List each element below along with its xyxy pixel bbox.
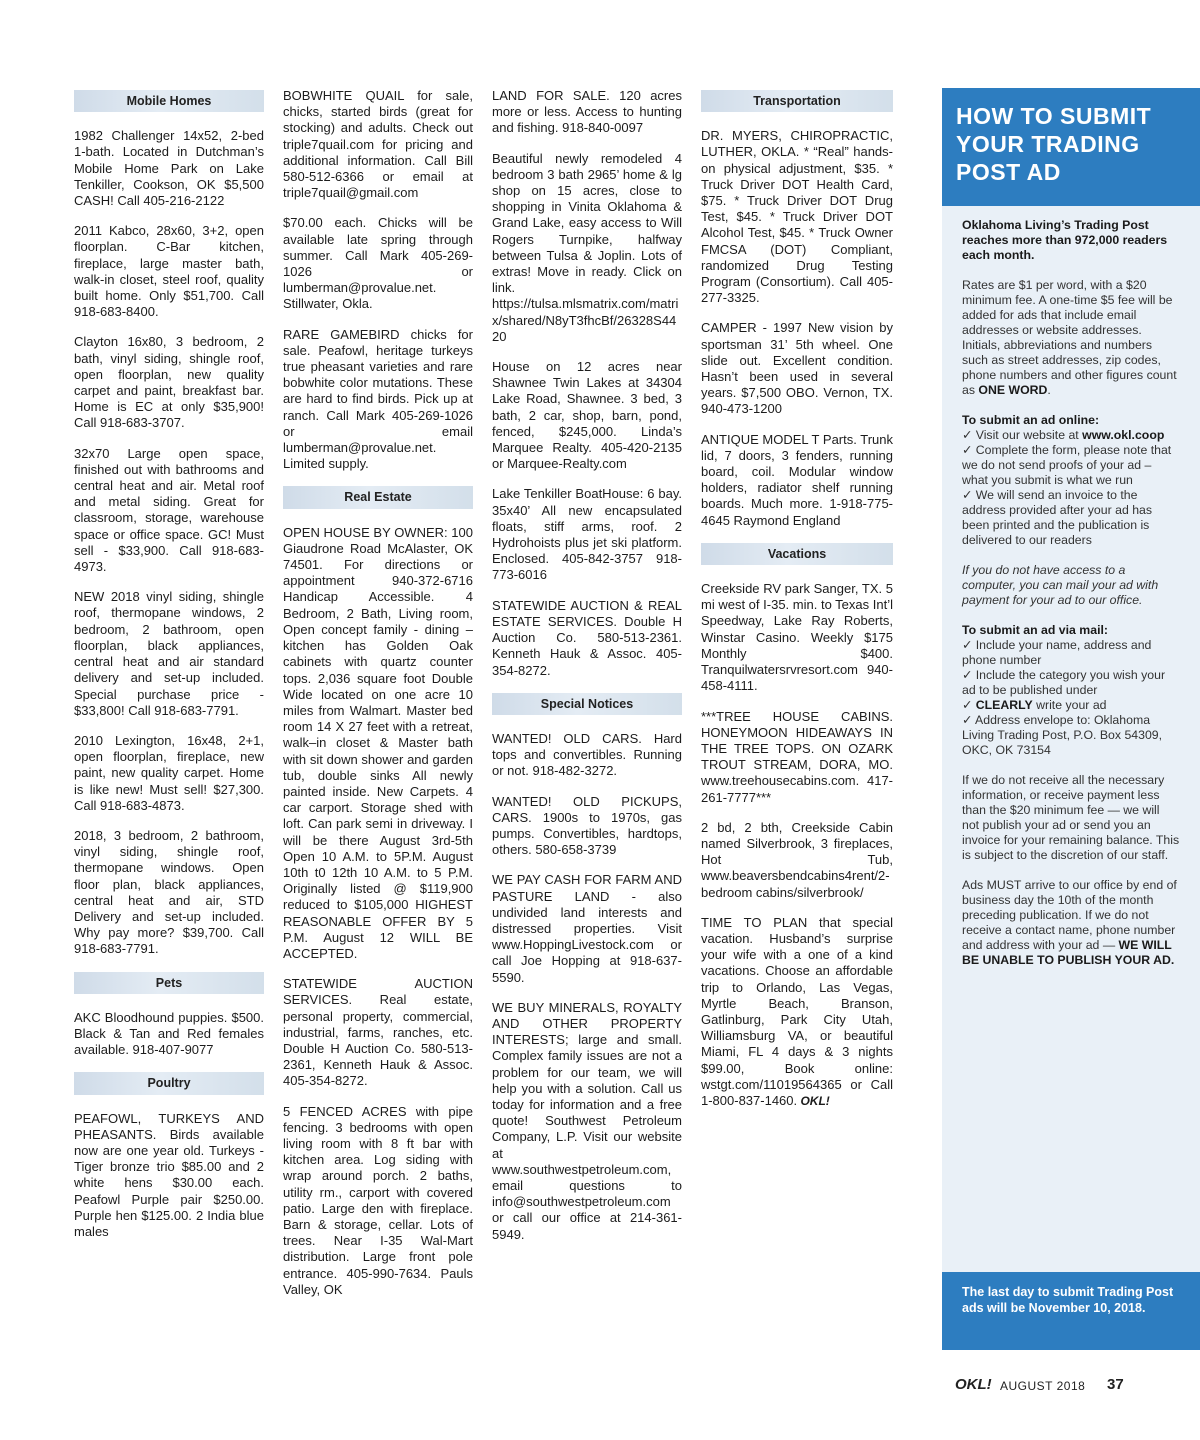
classified-ad: NEW 2018 vinyl siding, shingle roof, thermopane windows, 2 bedroom, 2 bathroom, open floorplan, black appliances, central heat and air standard delivery and set-up included. Special purchase price - $33,800! Call 918-683-7791.: [74, 589, 264, 718]
classified-ad: Lake Tenkiller BoatHouse: 6 bay. 35x40’ All new encapsulated floats, stiff arms, roof. 2 Hydrohoists plus jet ski platform. Enclosed. 405-842-3757 918-773-6016: [492, 486, 682, 583]
classified-ad: WE BUY MINERALS, ROYALTY AND OTHER PROPERTY INTERESTS; large and small. Complex family issues are not a problem for our team, we will help you with a solution. Call us today for information and a free quote! Southwest Petroleum Company, L.P. Visit our website at www.southwestpetroleum.com, email questions to info@southwestpetroleum.com or call our office at 214-361-5949.: [492, 999, 682, 1242]
classified-ad: BOBWHITE QUAIL for sale, chicks, started birds (great for stocking) and adults. Check out triple7quail.com for pricing and additional information. Call Bill 580-512-6366 or email at triple7quail@gmail.com: [283, 88, 473, 201]
classified-ad: WE PAY CASH FOR FARM AND PASTURE LAND - also undivided land interests and distressed properties. Visit www.HoppingLivestock.com or call Joe Hopping at 918-637-5590.: [492, 872, 682, 985]
classified-ad: 32x70 Large open space, finished out with bathrooms and central heat and air. Metal roof and metal siding. Great for classroom, storage, warehouse space or office space. GC! Must sell - $33,900. Call 918-683-4973.: [74, 445, 264, 575]
okl-logo: OKL!: [797, 1093, 830, 1108]
page-footer: [955, 1376, 1155, 1396]
website-link[interactable]: www.okl.coop: [1082, 428, 1165, 442]
classified-ad: DR. MYERS, CHIROPRACTIC, LUTHER, OKLA. * “Real” hands-on physical adjustment, $35. * Truck Driver DOT Health Card, $75. * Truck Driver DOT Drug Test, $45. * Truck Driver DOT Alcohol Test, $45. * Truck Owner FMCSA (DOT) Compliant, randomized Drug Testing Program (Consortium). Call 405-277-3325.: [701, 128, 893, 306]
classified-ad: Beautiful newly remodeled 4 bedroom 3 bath 2965’ home & lg shop on 15 acres, close to shopping in Vinita Oklahoma & Grand Lake, easy access to Will Rogers Turnpike, halfway between Tulsa & Joplin. Lots of extras! Move in ready. Click on link. https://tulsa.mlsmatrix.com/matrix/shared/N8yT3fhcBf/26328S4420: [492, 150, 682, 344]
classified-ad: 5 FENCED ACRES with pipe fencing. 3 bedrooms with open living room with 8 ft bar with kitchen area. Log siding with wrap around porch. 2 baths, utility rm., carport with covered patio. Large den with fireplace. Barn & storage, cellar. Lots of trees. Near I-35 Wal-Mart distribution. Large front pole entrance. 405-990-7634. Pauls Valley, OK: [283, 1103, 473, 1297]
classified-ad: OPEN HOUSE BY OWNER: 100 Giaudrone Road McAlaster, OK 74501. For directions or appointment 940-372-6716 Handicap Accessible. 4 Bedroom, 2 Bath, Living room, Open concept family - dining – kitchen has Golden Oak cabinets with quartz counter tops. 2,036 square foot Double Wide located on one acre 10 miles from Walmart. Master bed room 14 X 27 feet with a retreat, walk–in closet & Master bath with sit down shower and garden tub, double sinks All newly painted inside. New Carpets. 4 car carport. Storage shed with loft. Can park semi in driveway. I will be there August 3rd-5th Open 10 A.M. to 5P.M. August 10th t0 12th 10 A.M. to 5 P.M. Originally listed @ $119,900 reduced to $105,000 HIGHEST REASONABLE OFFER BY 5 P.M. August 12 WILL BE ACCEPTED.: [283, 524, 473, 961]
classified-ad: ANTIQUE MODEL T Parts. Trunk lid, 7 doors, 3 fenders, running board, coil. Modular window holders, radiator shelf running boards. Much more. 1-918-775-4645 Raymond England: [701, 431, 893, 528]
submission-sidebar: [942, 88, 1200, 1350]
classified-ad: 2011 Kabco, 28x60, 3+2, open floorplan. C-Bar kitchen, fireplace, large master bath, walk-in closet, steel roof, quality built home. Only $51,700. Call 918-683-8400.: [74, 223, 264, 320]
section-heading: Pets: [74, 972, 264, 994]
sidebar-deadline-box: The last day to submit Trading Post ads will be November 10, 2018.: [942, 1272, 1200, 1350]
classified-ad: PEAFOWL, TURKEYS AND PHEASANTS. Birds available now are one year old. Turkeys - Tiger bronze trio $85.00 and 2 white hens $30.00 each. Peafowl Purple pair $250.00. Purple hen $125.00. 2 India blue males: [74, 1110, 264, 1239]
classified-ad: CAMPER - 1997 New vision by sportsman 31’ 5th wheel. One slide out. Excellent condition. Hasn’t been used in several years. $7,500 OBO. Vernon, TX. 940-473-1200: [701, 320, 893, 417]
column-3: [492, 88, 682, 1257]
sidebar-title: HOW TO SUBMIT YOUR TRADING POST AD: [942, 88, 1200, 206]
classified-ad: WANTED! OLD CARS. Hard tops and convertibles. Running or not. 918-482-3272.: [492, 730, 682, 779]
classified-ad: 2 bd, 2 bth, Creekside Cabin named Silverbrook, 3 fireplaces, Hot Tub, www.beaversbendcabins4rent/2-bedroom cabins/silverbrook/: [701, 819, 893, 900]
column-4: [701, 88, 893, 1123]
mail-instructions: To submit an ad via mail: ✓ Include your name, address and phone number ✓ Include the category you wish your ad to be published under ✓ CLEARLY write your ad ✓ Address envelope to: Oklahoma Living Trading Post, P.O. Box 54309, OKC, OK 73154: [962, 623, 1166, 757]
rates-text: Rates are $1 per word, with a $20 minimum fee. A one-time $5 fee will be added for ads that include email addresses or website addresses. Initials, abbreviations and numbers such as street addresses, zip codes, phone numbers and other figures count as ONE WORD.: [962, 278, 1177, 397]
classified-ad: AKC Bloodhound puppies. $500. Black & Tan and Red females available. 918-407-9077: [74, 1009, 264, 1058]
classified-ad: STATEWIDE AUCTION & REAL ESTATE SERVICES. Double H Auction Co. 580-513-2361. Kenneth Hauk & Assoc. 405-354-8272.: [492, 597, 682, 678]
section-heading: Special Notices: [492, 693, 682, 715]
no-computer-note: If you do not have access to a computer, you can mail your ad with payment for your ad to our office.: [962, 563, 1159, 607]
classified-ad: 2010 Lexington, 16x48, 2+1, open floorplan, fireplace, new paint, new quality carpet. Home is like new! Must sell! $27,300. Call 918-683-4873.: [74, 732, 264, 813]
section-heading: Real Estate: [283, 486, 473, 508]
sidebar-body: [942, 206, 1200, 968]
info-note: If we do not receive all the necessary information, or receive payment less than the $20 minimum fee — we will not publish your ad or send you an invoice for your remaining balance. This is subject to the discretion of our staff.: [962, 773, 1180, 862]
classified-ad: Creekside RV park Sanger, TX. 5 mi west of I-35. min. to Texas Int’l Speedway, Lake Ray Roberts, Winstar Casino. Weekly $175 Monthly $400. Tranquilwatersrvresort.com 940-458-4111.: [701, 581, 893, 694]
classified-ad: WANTED! OLD PICKUPS, CARS. 1900s to 1970s, gas pumps. Convertibles, hardtops, others. 580-658-3739: [492, 793, 682, 858]
classified-ad: ***TREE HOUSE CABINS. HONEYMOON HIDEAWAYS IN THE TREE TOPS. ON OZARK TROUT STREAM, DORA, MO. www.treehousecabins.com. 417-261-7777***: [701, 708, 893, 805]
online-instructions: To submit an ad online: ✓ Visit our website at www.okl.coop ✓ Complete the form, please note that we do not send proofs of your ad – what you submit is what we run ✓ We will send an invoice to the address provided after your ad has been printed and the publication is delivered to our readers: [962, 413, 1172, 547]
column-2: [283, 88, 473, 1312]
page-number: 37: [1107, 1376, 1124, 1393]
classified-ad: 2018, 3 bedroom, 2 bathroom, vinyl siding, shingle roof, thermopane windows. Open floor plan, black appliances, central heat and air, STD Delivery and set-up included. Why pay more? $39,700. Call 918-683-7791.: [74, 827, 264, 957]
classified-ad: 1982 Challenger 14x52, 2-bed 1-bath. Located in Dutchman’s Mobile Home Park on Lake Tenkiller, Cookson, OK $5,500 CASH! Call 405-216-2122: [74, 128, 264, 209]
issue-date: AUGUST 2018: [1000, 1379, 1086, 1393]
classified-ad: House on 12 acres near Shawnee Twin Lakes at 34304 Lake Road, Shawnee. 3 bed, 3 bath, 2 car, shop, barn, pond, fenced, $245,000. Linda’s Marquee Realty. 405-420-2135 or Marquee-Realty.com: [492, 359, 682, 472]
classified-ad: Clayton 16x80, 3 bedroom, 2 bath, vinyl siding, shingle roof, open floorplan, new quality carpet and paint, breakfast bar. Home is EC at only $35,900! Call 918-683-3707.: [74, 334, 264, 431]
reach-text: Oklahoma Living’s Trading Post reaches more than 972,000 readers each month.: [962, 218, 1168, 262]
classified-ad: TIME TO PLAN that special vacation. Husband’s surprise your wife with a one of a kind vacations. Choose an affordable trip to Orlando, Las Vegas, Myrtle Beach, Branson, Gatlinburg, Park City Utah, Williamsburg VA, or beautiful Miami, FL 4 days & 3 nights $99.00, Book online: wstgt.com/11019564365 or Call 1-800-837-1460. OKL!: [701, 914, 893, 1108]
okl-logo: OKL!: [955, 1376, 992, 1393]
classified-ad: LAND FOR SALE. 120 acres more or less. Access to hunting and fishing. 918-840-0097: [492, 88, 682, 136]
section-heading: Poultry: [74, 1072, 264, 1094]
section-heading: Mobile Homes: [74, 90, 264, 112]
deadline-note: Ads MUST arrive to our office by end of business day the 10th of the month preceding publication. If we do not receive a contact name, phone number and address with your ad — WE WILL BE UNABLE TO PUBLISH YOUR AD.: [962, 878, 1177, 967]
classified-ad: STATEWIDE AUCTION SERVICES. Real estate, personal property, commercial, industrial, farms, ranches, etc. Double H Auction Co. 580-513-2361, Kenneth Hauk & Assoc. 405-354-8272.: [283, 976, 473, 1089]
classified-ad: $70.00 each. Chicks will be available late spring through summer. Call Mark 405-269-1026 or lumberman@provalue.net. Stillwater, Okla.: [283, 215, 473, 312]
column-1: [74, 88, 264, 1254]
classified-ad: RARE GAMEBIRD chicks for sale. Peafowl, heritage turkeys true pheasant varieties and rare bobwhite color mutations. These are hard to find birds. Pick up at ranch. Call Mark 405-269-1026 or email lumberman@provalue.net. Limited supply.: [283, 326, 473, 472]
section-heading: Vacations: [701, 543, 893, 565]
section-heading: Transportation: [701, 90, 893, 112]
